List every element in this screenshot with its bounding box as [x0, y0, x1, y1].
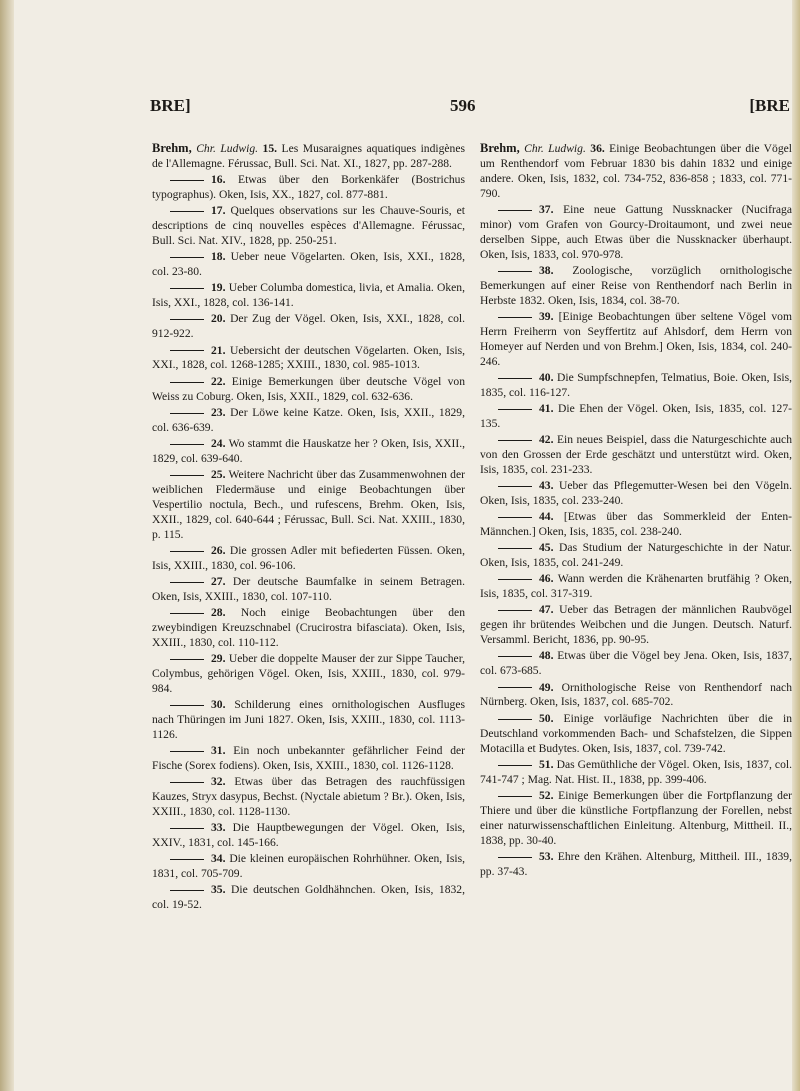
entry-text: Der deutsche Baumfalke in seinem Betragen. Oken, Isis, XXIII., 1830, col. 107-110. [152, 574, 465, 603]
ditto-dash [170, 350, 204, 351]
entry-text: Etwas über das Betragen des rauchfüssigen Kauzes, Stryx dasypus, Bechst. (Nyctale abietum ? Br.). Oken, Isis, XXIII., 1830, col. 1128-1130. [152, 775, 465, 819]
ditto-dash [498, 271, 532, 272]
ditto-dash [170, 444, 204, 445]
bibliography-entry [480, 850, 792, 880]
bibliography-entry [480, 572, 792, 602]
entry-number: 16. [211, 173, 226, 187]
ditto-dash [170, 828, 204, 829]
bibliography-entry [480, 603, 792, 648]
ditto-dash [498, 486, 532, 487]
ditto-dash [498, 409, 532, 410]
entry-text: Zoologische, vorzüglich ornithologische Bemerkungen auf einer Reise von Renthendorf nach Berlin in Herbste 1832. Oken, Isis, 1834, col. 38-70. [480, 263, 792, 307]
entry-number: 44. [539, 510, 554, 524]
ditto-dash [498, 517, 532, 518]
bibliography-entry [480, 371, 792, 401]
entry-number: 42. [539, 433, 554, 446]
bibliography-entry [480, 203, 792, 263]
entry-number: 21. [211, 343, 226, 357]
ditto-dash [498, 765, 532, 766]
entry-text: Ueber neue Vögelarten. Oken, Isis, XXI., 1828, col. 23-80. [152, 250, 465, 279]
bibliography-entry [480, 402, 792, 432]
left-column [152, 141, 465, 915]
entry-number: 24. [211, 436, 226, 450]
ditto-dash [170, 705, 204, 706]
entry-number: 52. [539, 788, 554, 802]
entry-text: Ueber das Betragen der männlichen Raubvögel gegen ihr brütendes Weibchen und die Jungen. Deutsch. Naturf. Versamml. Bericht, 1836, pp. 90-95. [480, 603, 792, 647]
entry-text: Einige Bemerkungen über die Fortpflanzung der Thiere und über die künstliche Fortpflanzung der Forellen, nebst einer naturwissenschaftlichen Einleitung. Altenburg, Mittheil. II., 1838, pp. 30-40. [480, 788, 792, 847]
entry-number: 31. [211, 744, 226, 758]
entry-text: Die grossen Adler mit befiederten Füssen. Oken, Isis, XXIII., 1830, col. 96-106. [152, 543, 466, 572]
entry-text: Einige Beobachtungen über die Vögel um Renthendorf vom Februar 1830 bis dahin 1832 und einige andere. Oken, Isis, 1832, col. 734-752, 836-858 ; 1833, col. 771-790. [480, 142, 793, 200]
entry-text: Weitere Nachricht über das Zusammenwohnen der weiblichen Fledermäuse und einige Beobachtungen über Vespertilio noctula, Bech., und rufescens, Brehm. Oken, Isis, XXII., 1829, col. 640-644 ; Férussac, Bull. Sci. Nat. XXIII., 1830, p. 115. [152, 468, 465, 541]
entry-number: 18. [211, 250, 226, 264]
entry-text: Ein neues Beispiel, dass die Naturgeschichte auch von den Grossen der Erde geschätzt und unterstützt wird. Oken, Isis, 1835, col. 231-233. [480, 433, 792, 476]
entry-number: 25. [211, 468, 226, 481]
bibliography-entry [152, 775, 465, 820]
ditto-dash [170, 551, 204, 552]
entry-text: Die Ehen der Vögel. Oken, Isis, 1835, col. 127-135. [480, 401, 792, 430]
bibliography-entry [480, 712, 792, 757]
running-header [150, 96, 790, 122]
bibliography-entry [152, 281, 465, 311]
entry-text: Einige Bemerkungen über deutsche Vögel von Weiss zu Coburg. Oken, Isis, XXII., 1829, col. 632-636. [152, 374, 466, 403]
right-column [480, 141, 792, 881]
bibliography-entry [480, 681, 792, 711]
entry-text: Die deutschen Goldhähnchen. Oken, Isis, 1832, col. 19-52. [152, 883, 465, 912]
bibliography-entry [152, 852, 465, 882]
entry-number: 38. [539, 263, 554, 277]
entry-number: 26. [211, 543, 226, 557]
ditto-dash [170, 211, 204, 212]
entry-text: Ueber Columba domestica, livia, et Amalia. Oken, Isis, XXI., 1828, col. 136-141. [152, 281, 465, 310]
ditto-dash [170, 180, 204, 181]
entry-number: 51. [539, 757, 554, 771]
ditto-dash [170, 782, 204, 783]
bibliography-entry [152, 652, 465, 697]
entry-text: Der Zug der Vögel. Oken, Isis, XXI., 1828, col. 912-922. [152, 312, 465, 341]
author-name: Brehm, [152, 141, 192, 155]
ditto-dash [498, 548, 532, 549]
entry-number: 30. [211, 698, 226, 712]
entry-text: Ueber das Pflegemutter-Wesen bei den Vögeln. Oken, Isis, 1835, col. 233-240. [480, 479, 792, 507]
entry-text: Ornithologische Reise von Renthendorf nach Nürnberg. Oken, Isis, 1837, col. 685-702. [480, 680, 792, 709]
bibliography-entry [152, 468, 465, 543]
entry-number: 34. [211, 852, 226, 866]
bibliography-entry [480, 310, 792, 370]
entry-text: Ein noch unbekannter gefährlicher Feind der Fische (Sorex fodiens). Oken, Isis, XXIII., 1830, col. 1126-1128. [152, 744, 466, 772]
entry-number: 27. [211, 574, 226, 588]
ditto-dash [170, 319, 204, 320]
bibliography-entry [152, 375, 465, 405]
bibliography-entry [480, 433, 792, 478]
ditto-dash [170, 475, 204, 476]
page-number: 596 [450, 96, 476, 115]
bibliography-entry [152, 575, 465, 605]
entry-number: 46. [539, 572, 554, 586]
ditto-dash [498, 579, 532, 580]
ditto-dash [498, 610, 532, 611]
entry-text: [Etwas über das Sommerkleid der Enten-Männchen.] Oken, Isis, 1835, col. 238-240. [480, 510, 792, 539]
entry-number: 47. [539, 603, 554, 617]
bibliography-entry [152, 883, 465, 913]
binding-shadow [0, 0, 14, 1091]
entry-number: 50. [539, 711, 554, 725]
bibliography-entry [480, 649, 792, 679]
ditto-dash [170, 413, 204, 414]
entry-text: Einige vorläufige Nachrichten über die in Deutschland vorkommenden Bach- und Schafstelzen, die Sippen Motacilla et Budytes. Oken, Isis, 1837, col. 739-742. [480, 711, 792, 755]
ditto-dash [498, 656, 532, 657]
bibliography-entry [152, 698, 465, 743]
entry-number: 17. [211, 204, 226, 218]
bibliography-entry [152, 250, 465, 280]
entry-number: 32. [211, 775, 226, 789]
bibliography-entry [152, 606, 465, 651]
entry-number: 39. [539, 309, 554, 323]
entry-number: 33. [211, 821, 226, 835]
bibliography-entry [480, 510, 792, 540]
entry-text: Die Hauptbewegungen der Vögel. Oken, Isis, XXIV., 1831, col. 145-166. [152, 821, 465, 850]
ditto-dash [170, 890, 204, 891]
entry-text: Ueber die doppelte Mauser der zur Sippe Taucher, Colymbus, gehörigen Vögel. Oken, Isis, XXIII., 1830, col. 979-984. [152, 652, 465, 695]
entry-text: Die Sumpfschnepfen, Telmatius, Boie. Oken, Isis, 1835, col. 116-127. [480, 370, 792, 399]
author-given-name: Chr. Ludwig. [196, 142, 259, 155]
entry-text: Die kleinen europäischen Rohrhühner. Oken, Isis, 1831, col. 705-709. [152, 852, 465, 881]
bibliography-entry [152, 344, 465, 374]
ditto-dash [498, 378, 532, 379]
entry-number: 43. [539, 479, 554, 493]
bibliography-entry [480, 789, 792, 849]
entry-number: 40. [539, 370, 554, 384]
entry-number: 19. [211, 281, 226, 295]
entry-number: 20. [211, 312, 226, 326]
entry-text: Etwas über die Vögel bey Jena. Oken, Isis, 1837, col. 673-685. [480, 649, 793, 678]
ditto-dash [170, 751, 204, 752]
ditto-dash [170, 582, 204, 583]
bibliography-entry [480, 541, 792, 571]
entry-number: 49. [539, 680, 554, 694]
entry-number: 35. [211, 883, 226, 897]
bibliography-entry [152, 173, 465, 203]
entry-text: [Einige Beobachtungen über seltene Vögel vom Herrn Freiherrn von Seyffertitz auf Ahlsdorf, dem Herrn von Homeyer auf Nerden und von Brehm.] Oken, Isis, 1834, col. 240-246. [480, 309, 792, 368]
bibliography-entry [152, 744, 465, 774]
entry-number: 29. [211, 652, 226, 666]
entry-number: 15. [262, 142, 278, 155]
entry-text: Quelques observations sur les Chauve-Souris, et descriptions de cinq nouvelles espèces d'Allemagne. Férussac, Bull. Sci. Nat. XIV., 1828, pp. 250-251. [152, 204, 465, 248]
ditto-dash [498, 210, 532, 211]
ditto-dash [498, 317, 532, 318]
entry-number: 37. [539, 202, 554, 216]
entry-number: 36. [590, 142, 605, 155]
ditto-dash [170, 257, 204, 258]
ditto-dash [170, 382, 204, 383]
bibliography-entry [152, 821, 465, 851]
ditto-dash [170, 659, 204, 660]
ditto-dash [170, 288, 204, 289]
bibliography-entry [480, 264, 792, 309]
header-right: [BRE [749, 96, 790, 115]
ditto-dash [498, 440, 532, 441]
ditto-dash [498, 719, 532, 720]
entry-number: 28. [211, 606, 226, 620]
ditto-dash [170, 859, 204, 860]
page-edge [792, 0, 800, 1091]
entry-text: Der Löwe keine Katze. Oken, Isis, XXII., 1829, col. 636-639. [152, 405, 465, 434]
entry-text: Schilderung eines ornithologischen Ausfluges nach Thüringen im Juni 1827. Oken, Isis, XXIII., 1830, col. 1113-1126. [152, 698, 465, 741]
entry-text: Les Musaraignes aquatiques indigènes de l'Allemagne. Férussac, Bull. Sci. Nat. XI., 1827, pp. 287-288. [152, 142, 466, 170]
entry-number: 45. [539, 541, 554, 555]
header-left: BRE] [150, 96, 191, 115]
bibliography-entry [152, 406, 465, 436]
ditto-dash [170, 613, 204, 614]
entry-text: Wo stammt die Hauskatze her ? Oken, Isis, XXII., 1829, col. 639-640. [152, 436, 465, 465]
bibliography-entry [152, 312, 465, 342]
bibliography-entry [480, 141, 792, 202]
entry-text: Noch einige Beobachtungen über den zweybindigen Kreuzschnabel (Crucirostra bifasciata). Oken, Isis, XXIII., 1830, col. 110-112. [152, 606, 465, 649]
entry-number: 41. [539, 401, 554, 415]
bibliography-entry [480, 758, 792, 788]
author-name: Brehm, [480, 141, 520, 155]
entry-number: 48. [539, 649, 554, 663]
entry-number: 22. [211, 374, 226, 388]
ditto-dash [498, 687, 532, 688]
bibliography-entry [152, 544, 465, 574]
entry-text: Das Gemüthliche der Vögel. Oken, Isis, 1837, col. 741-747 ; Mag. Nat. Hist. II., 1838, pp. 399-406. [480, 757, 792, 786]
entry-text: Etwas über den Borkenkäfer (Bostrichus typographus). Oken, Isis, XX., 1827, col. 877-881. [152, 173, 465, 202]
author-given-name: Chr. Ludwig. [524, 142, 586, 155]
bibliography-entry [152, 437, 465, 467]
entry-number: 23. [211, 405, 226, 419]
bibliography-entry [152, 204, 465, 249]
bibliography-entry [152, 141, 465, 172]
bibliography-entry [480, 479, 792, 509]
entry-text: Ehre den Krähen. Altenburg, Mittheil. III., 1839, pp. 37-43. [480, 849, 792, 878]
entry-number: 53. [539, 849, 554, 863]
entry-text: Wann werden die Krähenarten brutfähig ? Oken, Isis, 1835, col. 317-319. [480, 572, 792, 601]
ditto-dash [498, 857, 532, 858]
entry-text: Uebersicht der deutschen Vögelarten. Oken, Isis, XXI., 1828, col. 1268-1285; XXIII., 1830, col. 985-1013. [152, 343, 465, 372]
entry-text: Das Studium der Naturgeschichte in der Natur. Oken, Isis, 1835, col. 241-249. [480, 541, 792, 570]
ditto-dash [498, 796, 532, 797]
entry-text: Eine neue Gattung Nussknacker (Nucifraga minor) vom Grafen von Gourcy-Droitaumont, und zwei neue derselben Sippe, auch Etwas über die Nussknacker überhaupt. Oken, Isis, 1833, col. 970-978. [480, 202, 792, 261]
